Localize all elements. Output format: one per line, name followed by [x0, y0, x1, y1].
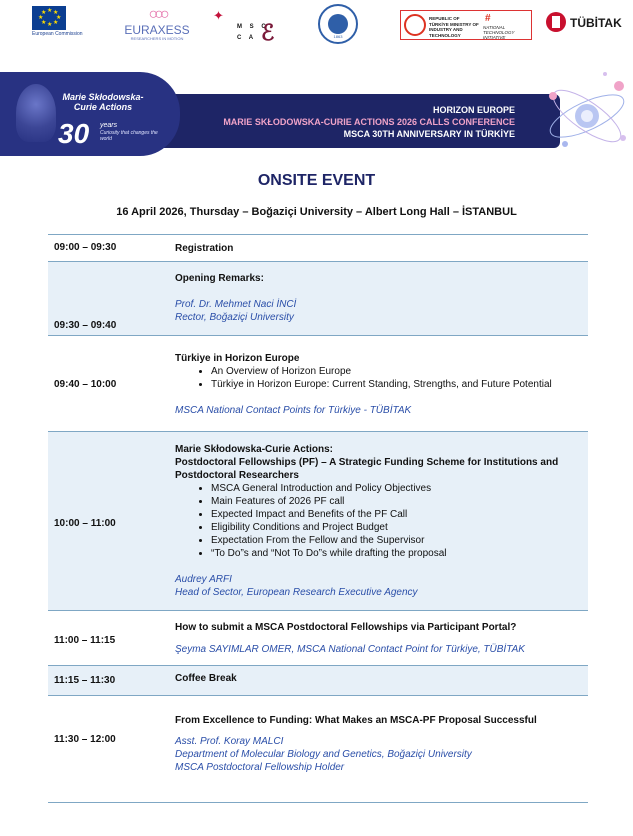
agenda-bullet: • Türkiye in Horizon Europe: Current Standing, Strengths, and Future Potential	[211, 378, 584, 391]
msca-star-icon: ✦	[213, 8, 224, 23]
agenda-title: Coffee Break	[175, 673, 237, 684]
agenda-bullet: • MSCA General Introduction and Policy Objectives	[211, 482, 584, 495]
logo-bar	[0, 0, 633, 62]
agenda-row	[48, 262, 588, 336]
bogazici-university-seal	[318, 4, 358, 44]
agenda-speaker: Şeyma SAYIMLAR OMER, MSCA National Contact Point for Türkiye, TÜBİTAK	[175, 644, 525, 655]
agenda-content	[175, 696, 588, 802]
agenda-speaker: Prof. Dr. Mehmet Naci İNCİ	[175, 299, 297, 310]
agenda-bullet: • Main Features of 2026 PF call	[211, 495, 584, 508]
tubitak-mark-icon	[546, 12, 566, 32]
agenda-title: Registration	[175, 243, 234, 254]
event-subtitle: 16 April 2026, Thursday – Boğaziçi University – Albert Long Hall – İSTANBUL	[116, 206, 517, 218]
agenda-bullet: • Expectation From the Fellow and the Supervisor	[211, 534, 584, 547]
curie-bust-icon	[16, 84, 56, 142]
agenda-time: 09:40 – 10:00	[54, 379, 117, 390]
agenda-content	[175, 666, 588, 695]
tubitak-wordmark: TÜBİTAK	[570, 16, 622, 30]
agenda-row	[48, 336, 588, 432]
ministry-seal-icon	[404, 14, 426, 36]
agenda-speaker-role: MSCA Postdoctoral Fellowship Holder	[175, 762, 345, 773]
eu-flag-icon: ★ ★ ★ ★ ★ ★ ★ ★	[32, 6, 66, 30]
ministry-logo	[400, 10, 532, 40]
agenda-time: 10:00 – 11:00	[54, 518, 116, 529]
euraxess-rings-icon: ○○○	[148, 6, 166, 23]
agenda-row	[48, 666, 588, 696]
agenda-title: Türkiye in Horizon Europe	[175, 353, 300, 364]
msca-30-years-badge	[0, 72, 180, 156]
agenda-time: 11:00 – 11:15	[54, 635, 116, 646]
msca-logo	[213, 6, 283, 52]
agenda-table	[48, 234, 588, 803]
eu-logo-text: European Commission	[32, 31, 83, 37]
agenda-time: 09:00 – 09:30	[54, 242, 117, 253]
agenda-content	[175, 611, 588, 665]
bogazici-seal-icon	[328, 14, 348, 34]
agenda-speaker: Asst. Prof. Koray MALCI	[175, 736, 284, 747]
euraxess-tagline: RESEARCHERS IN MOTION	[130, 36, 184, 41]
agenda-bullets	[175, 482, 584, 560]
msca-logo-line1: M S C	[237, 24, 269, 30]
euraxess-wordmark: EURAXESS	[124, 23, 190, 37]
agenda-speaker: MSCA National Contact Points for Türkiye - TÜBİTAK	[175, 405, 412, 416]
agenda-speaker-role: Department of Molecular Biology and Genetics, Boğaziçi University	[175, 749, 472, 760]
banner-line-2: MARIE SKŁODOWSKA-CURIE ACTIONS 2026 CALLS CONFERENCE	[223, 117, 515, 127]
agenda-content	[175, 432, 588, 610]
agenda-content	[175, 235, 588, 261]
tubitak-logo	[546, 12, 620, 36]
agenda-bullet: • Expected Impact and Benefits of the PF Call	[211, 508, 584, 521]
agenda-speaker: Audrey ARFI	[175, 574, 232, 585]
agenda-time: 09:30 – 09:40	[54, 320, 117, 331]
msca-badge-title: Marie Skłodowska-Curie Actions	[62, 92, 144, 112]
agenda-bullet: • Eligibility Conditions and Project Budget	[211, 521, 584, 534]
msca-badge-number: 30	[58, 118, 90, 149]
agenda-speaker-role: Rector, Boğaziçi University	[175, 312, 294, 323]
agenda-speaker-role: Head of Sector, European Research Executive Agency	[175, 587, 418, 598]
agenda-bullets	[175, 365, 584, 391]
agenda-row	[48, 235, 588, 262]
agenda-row	[48, 696, 588, 803]
bogazici-seal-year: 1863	[333, 34, 343, 39]
ministry-tagline: NATIONAL TECHNOLOGY INITIATIVE	[483, 25, 515, 40]
banner-line-3: MSCA 30TH ANNIVERSARY IN TÜRKİYE	[343, 129, 515, 139]
agenda-bullet: • “To Do”s and “Not To Do”s while drafting the proposal	[211, 547, 584, 560]
agenda-time: 11:15 – 11:30	[54, 675, 116, 686]
event-title: ONSITE EVENT	[257, 172, 376, 189]
msca-badge-subtitle: Curiosity that changes the world	[100, 130, 158, 142]
banner-line-1: HORIZON EUROPE	[432, 105, 515, 115]
conference-banner	[0, 66, 633, 158]
banner-text	[223, 104, 515, 140]
hashtag-icon: #	[485, 13, 491, 24]
agenda-title: Marie Skłodowska-Curie Actions:	[175, 444, 333, 455]
agenda-row	[48, 611, 588, 666]
agenda-title: Postdoctoral Fellowships (PF) – A Strategic Funding Scheme for Institutions and Postdoctoral Researchers	[175, 457, 559, 481]
agenda-content	[175, 336, 588, 431]
agenda-title: From Excellence to Funding: What Makes an MSCA-PF Proposal Successful	[175, 715, 537, 726]
agenda-row	[48, 432, 588, 611]
agenda-time: 11:30 – 12:00	[54, 734, 116, 745]
euraxess-logo	[122, 6, 192, 41]
ministry-name: REPUBLIC OF TÜRKİYE MINISTRY OF INDUSTRY AND TECHNOLOGY	[429, 16, 479, 38]
molecule-icon	[525, 66, 633, 158]
agenda-content	[175, 262, 588, 335]
agenda-bullet: • An Overview of Horizon Europe	[211, 365, 584, 378]
msca-c-icon: ℰ	[261, 20, 275, 46]
msca-badge-years: years	[100, 122, 118, 129]
msca-logo-line2: C A	[237, 35, 257, 41]
agenda-title: Opening Remarks:	[175, 273, 264, 284]
agenda-title: How to submit a MSCA Postdoctoral Fellowships via Participant Portal?	[175, 622, 517, 633]
